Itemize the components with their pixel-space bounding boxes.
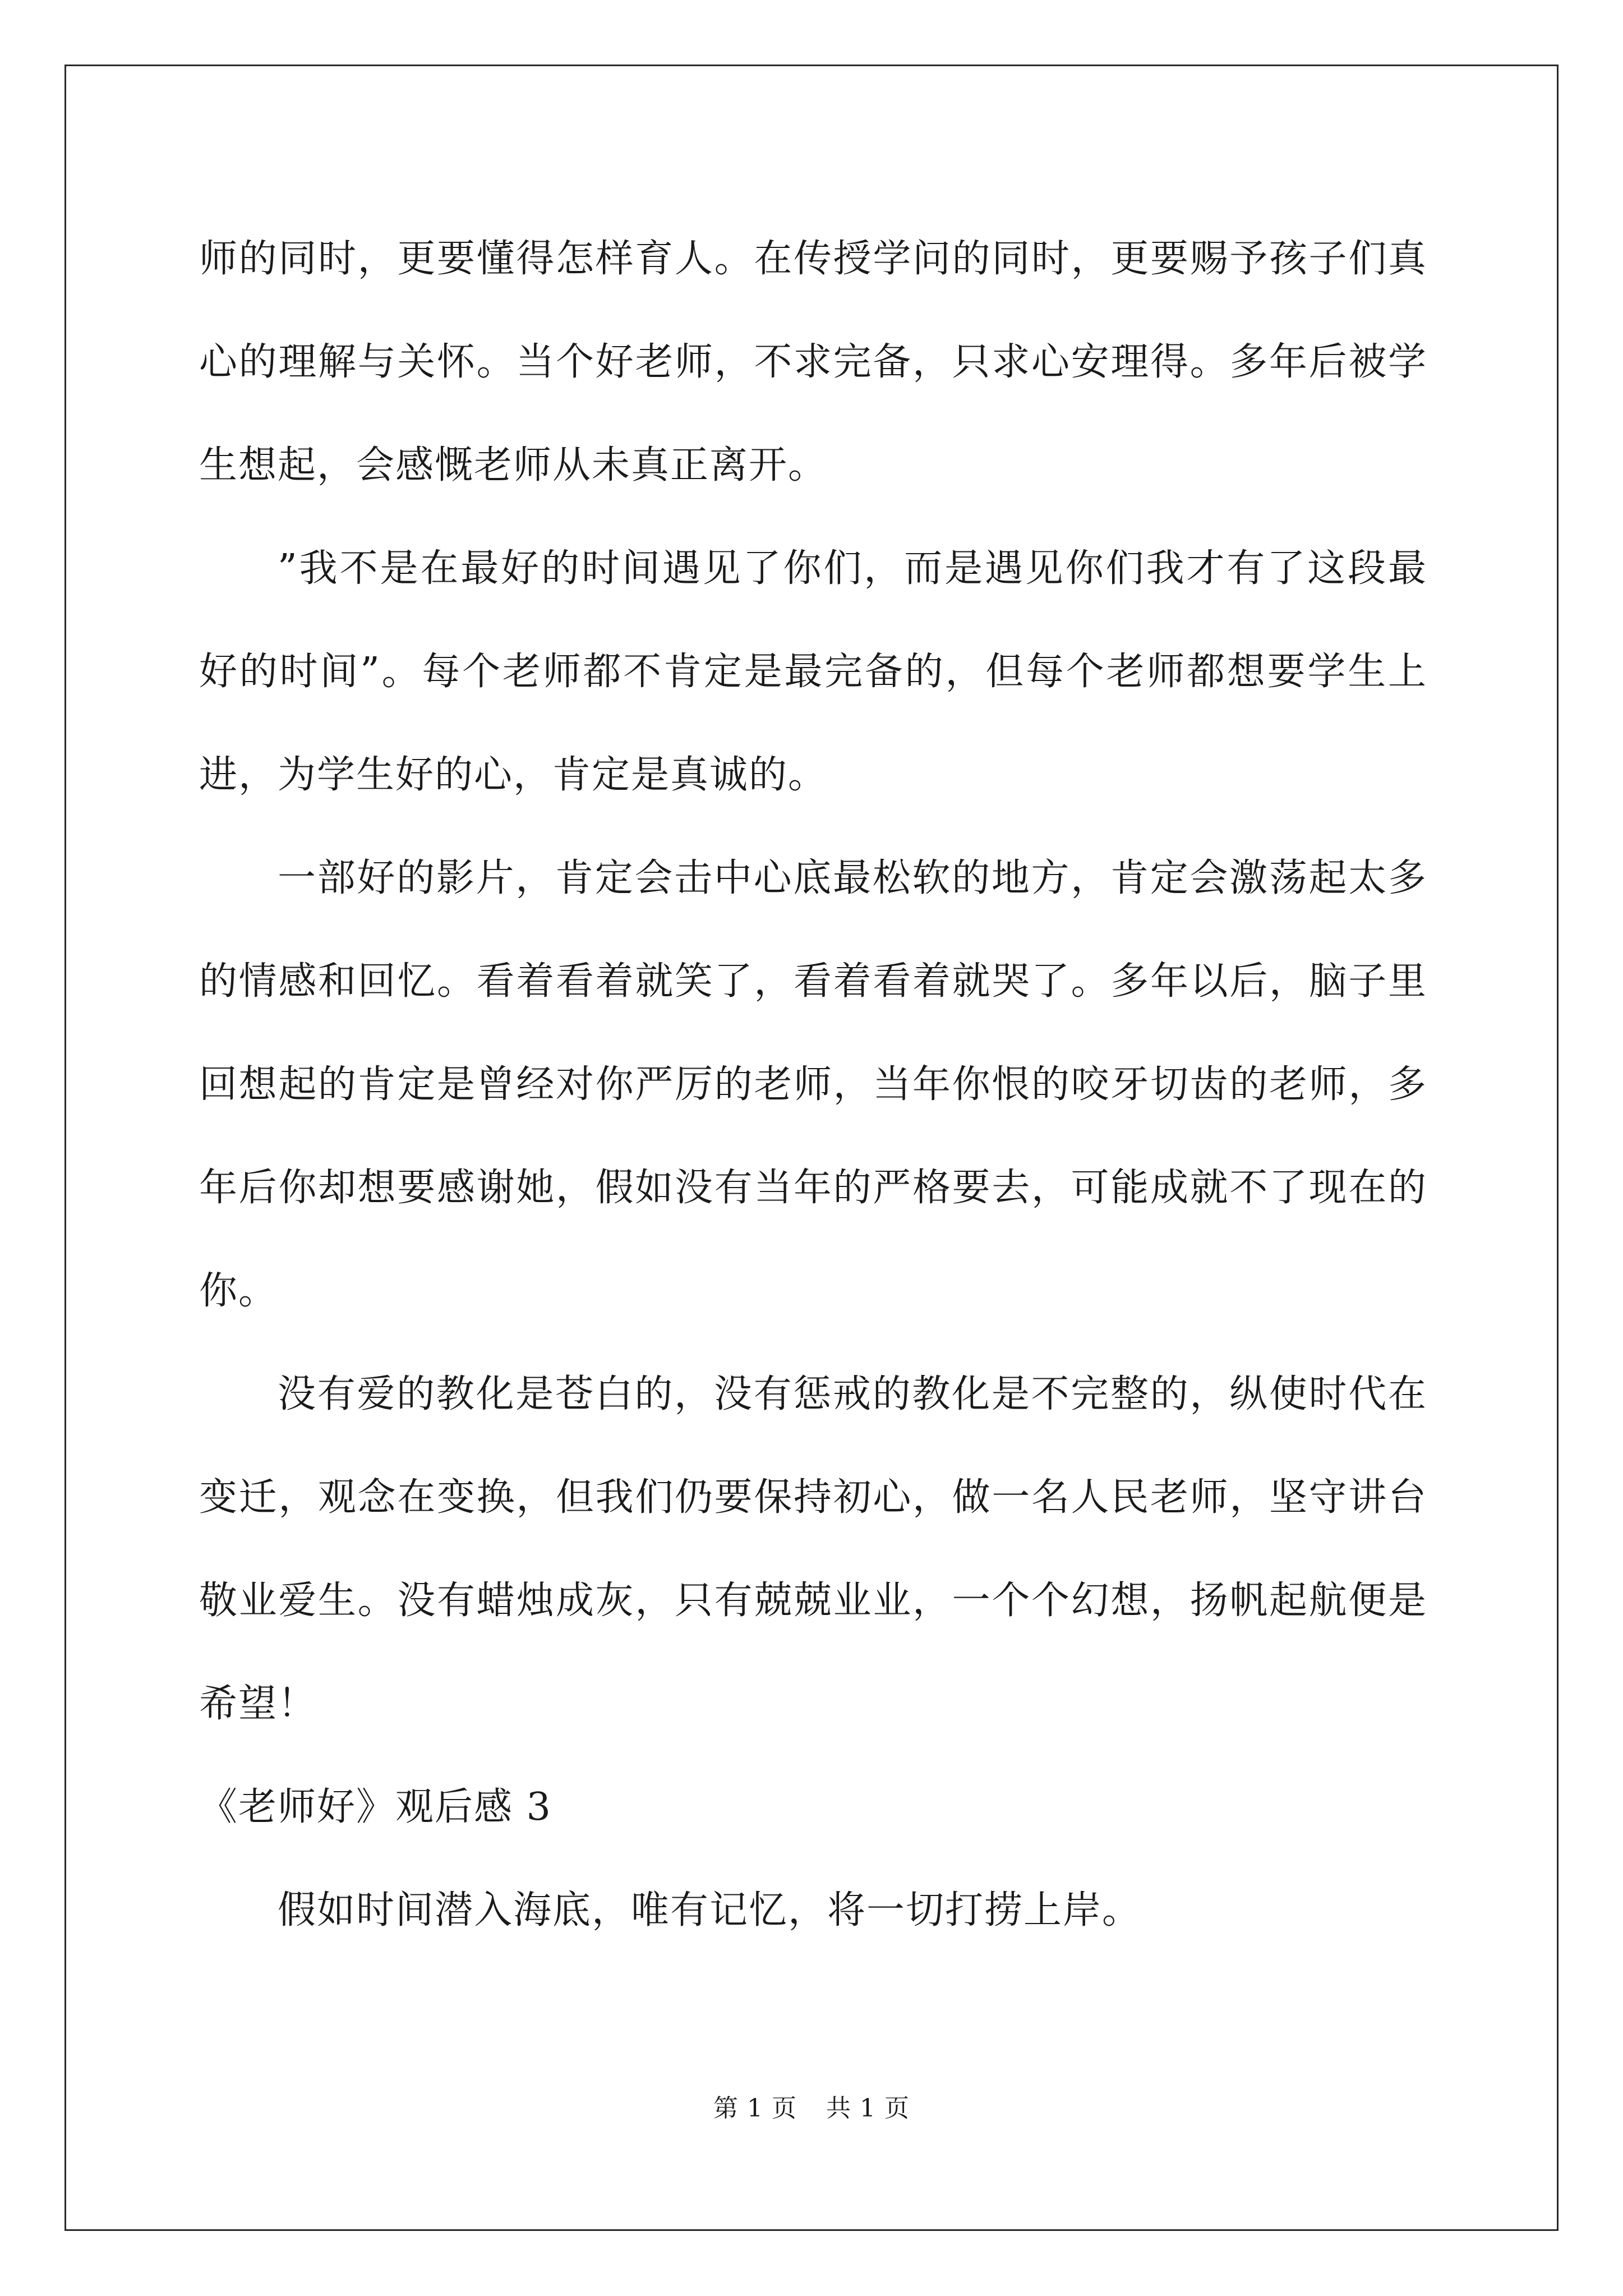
page-number: 第 1 页 xyxy=(713,2094,797,2123)
paragraph-4: 没有爱的教化是苍白的，没有惩戒的教化是不完整的，纵使时代在变迁，观念在变换，但我们仍要保持初心，做一名人民老师，坚守讲台敬业爱生。没有蜡烛成灰，只有兢兢业业，一个个幻想，扬帆起航便是希望！ xyxy=(199,1372,1427,1726)
paragraph-5: 假如时间潜入海底，唯有记忆，将一切打捞上岸。 xyxy=(278,1888,1142,1932)
paragraph-3: 一部好的影片，肯定会击中心底最松软的地方，肯定会激荡起太多的情感和回忆。看着看着就笑了，看着看着就哭了。多年以后，脑子里回想起的肯定是曾经对你严厉的老师，当年你恨的咬牙切齿的老师，多年后你却想要感谢她，假如没有当年的严格要去，可能成就不了现在的你。 xyxy=(199,856,1427,1313)
page-total: 共 1 页 xyxy=(826,2094,910,2123)
document-body xyxy=(199,208,1427,1962)
page-footer xyxy=(0,2088,1623,2124)
paragraph-1: 师的同时，更要懂得怎样育人。在传授学问的同时，更要赐予孩子们真心的理解与关怀。当个好老师，不求完备，只求心安理得。多年后被学生想起，会感慨老师从未真正离开。 xyxy=(199,237,1427,487)
paragraph-2: ”我不是在最好的时间遇见了你们，而是遇见你们我才有了这段最好的时间”。每个老师都不肯定是最完备的，但每个老师都想要学生上进，为学生好的心，肯定是真诚的。 xyxy=(199,546,1427,797)
section-title: 《老师好》观后感 3 xyxy=(199,1785,552,1829)
